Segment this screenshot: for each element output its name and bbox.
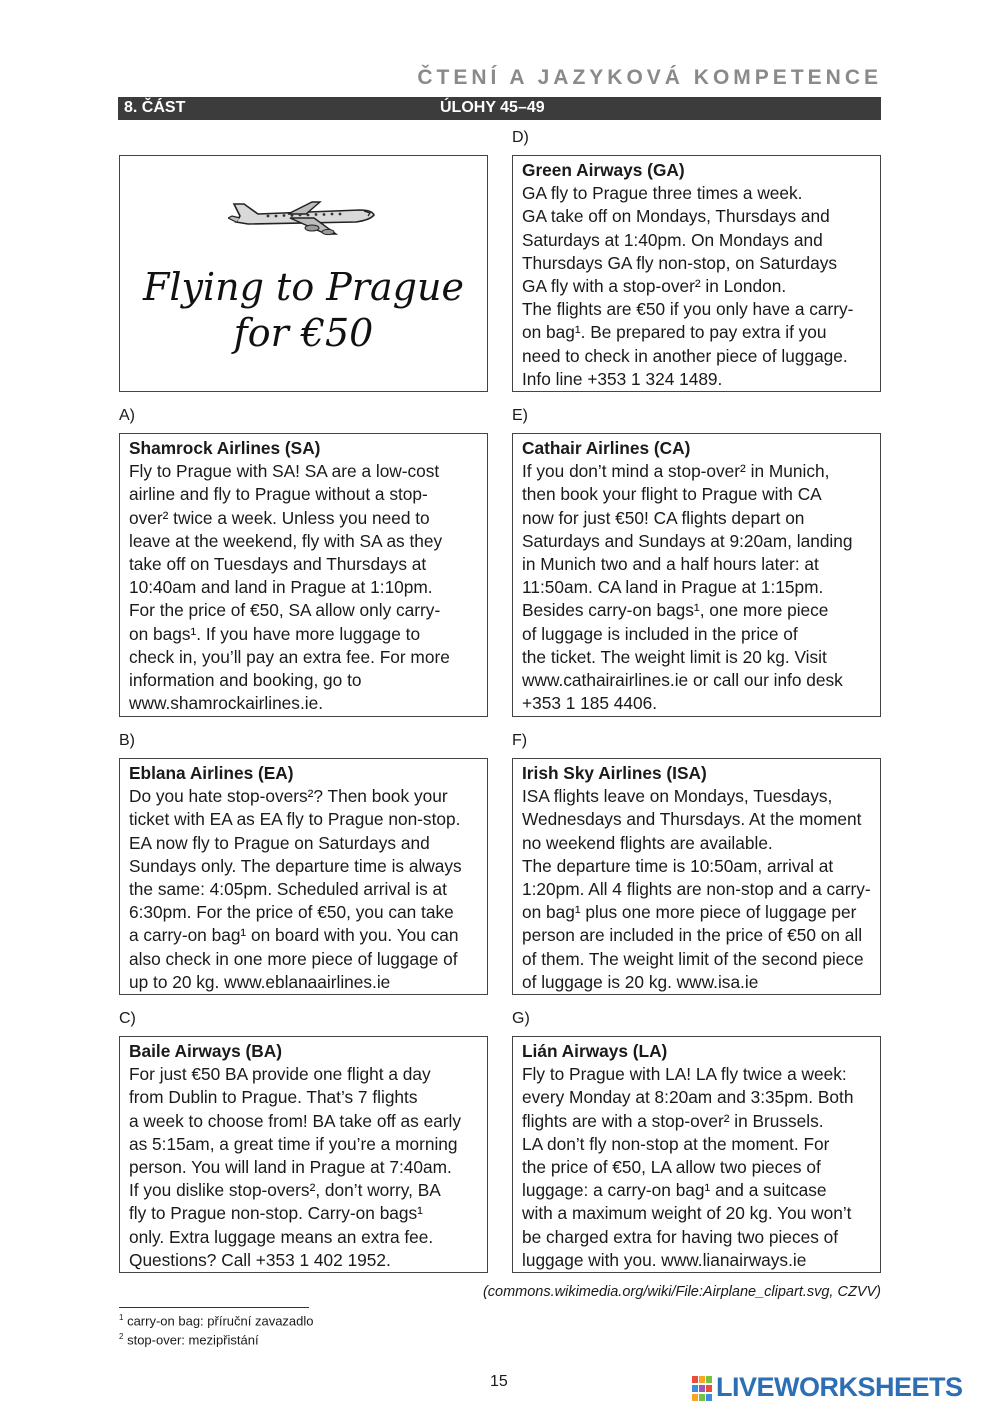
hero-box: [119, 155, 488, 392]
ad-box-d: [512, 155, 881, 392]
ad-text: ISA flights leave on Mondays, Tuesdays, Wednesdays and Thursdays. At the moment no weekend flights are available. The departure time is 10:50am, arrival at 1:20pm. All 4 flights are non-stop and a carry- on bag¹ plus one more piece of luggage per person are included in the price of €50 on all of them. The weight limit of the second piece of luggage is 20 kg. www.isa.ie: [522, 786, 871, 992]
ad-box-a: [119, 433, 488, 717]
page-number: 15: [490, 1373, 508, 1390]
tasks-label: ÚLOHY 45–49: [440, 99, 545, 116]
ad-title: Lián Airways (LA): [522, 1041, 668, 1061]
ad-text: Fly to Prague with LA! LA fly twice a week: every Monday at 8:20am and 3:35pm. Both flights are with a stop-over² in Brussels. LA don’t fly non-stop at the moment. For the price of €50, LA allow two pieces of luggage: a carry-on bag¹ and a suitcase with a maximum weight of 20 kg. You won’t be charged extra for having two pieces of luggage with you. www.lianairways.ie: [522, 1064, 854, 1270]
brand-text: LIVEWORKSHEETS: [716, 1372, 963, 1402]
section-title: ČTENÍ A JAZYKOVÁ KOMPETENCE: [417, 66, 882, 89]
image-credit: [483, 1284, 881, 1300]
hero-line-2: for €50: [233, 311, 374, 355]
footnote-text: carry-on bag: příruční zavazadlo: [127, 1313, 314, 1329]
part-label: 8. ČÁST: [124, 99, 186, 116]
letter-f: F): [512, 732, 528, 749]
ad-text: Fly to Prague with SA! SA are a low-cost airline and fly to Prague without a stop- over² twice a week. Unless you need to leave at the weekend, fly with SA as they take off on Tuesdays and Thursdays at 10:40am and land in Prague at 1:10pm. For the price of €50, SA allow only carry- on bags¹. If you have more luggage to check in, you’ll pay an extra fee. For more information and booking, go to www.shamrockairlines.ie.: [129, 461, 450, 714]
ad-box-f: [512, 758, 881, 995]
footnote-1: [119, 1313, 314, 1328]
letter-b: B): [119, 732, 135, 749]
airplane-icon: [228, 196, 378, 246]
ad-title: Baile Airways (BA): [129, 1041, 283, 1061]
ad-text: If you don’t mind a stop-over² in Munich, then book your flight to Prague with CA now for just €50! CA flights depart on Saturdays and Sundays at 9:20am, landing in Munich two and a half hours later: at 11:50am. CA land in Prague at 1:15pm. Besides carry-on bags¹, one more piece of luggage is included in the price of the ticket. The weight limit is 20 kg. Visit www.cathairairlines.ie or call our info desk +353 1 185 4406.: [522, 461, 853, 714]
ad-text: Do you hate stop-overs²? Then book your ticket with EA as EA fly to Prague non-stop. EA now fly to Prague on Saturdays and Sundays only. The departure time is always the same: 4:05pm. Scheduled arrival is at 6:30pm. For the price of €50, you can take a carry-on bag¹ on board with you. You can also check in one more piece of luggage of up to 20 kg. www.eblanaairlines.ie: [129, 786, 462, 992]
ad-title: Cathair Airlines (CA): [522, 438, 691, 458]
ad-box-g: [512, 1036, 881, 1273]
brand-icon: [692, 1376, 714, 1402]
ad-title: Eblana Airlines (EA): [129, 763, 294, 783]
letter-e: E): [512, 407, 528, 424]
letter-c: C): [119, 1010, 136, 1027]
hero-title: [120, 264, 487, 356]
footnote-mark: 1: [119, 1313, 124, 1322]
ad-box-c: [119, 1036, 488, 1273]
ad-title: Irish Sky Airlines (ISA): [522, 763, 707, 783]
ad-title: Green Airways (GA): [522, 160, 685, 180]
ad-title: Shamrock Airlines (SA): [129, 438, 321, 458]
ad-text: For just €50 BA provide one flight a day from Dublin to Prague. That’s 7 flights a week to choose from! BA take off as early as 5:15am, a great time if you’re a morning person. You will land in Prague at 7:40am. If you dislike stop-overs², don’t worry, BA fly to Prague non-stop. Carry-on bags¹ only. Extra luggage means an extra fee. Questions? Call +353 1 402 1952.: [129, 1064, 462, 1270]
ad-text: GA fly to Prague three times a week. GA take off on Mondays, Thursdays and Saturdays at 1:40pm. On Mondays and Thursdays GA fly non-stop, on Saturdays GA fly with a stop-over² in London. The flights are €50 if you only have a carry- on bag¹. Be prepared to pay extra if you need to check in another piece of luggage. Info line +353 1 324 1489.: [522, 183, 854, 389]
letter-d: D): [512, 129, 529, 146]
header-bar: [118, 97, 881, 120]
credit-text: (commons.wikimedia.org/wiki/File:Airplane_clipart.svg, CZVV): [482, 1284, 881, 1300]
letter-g: G): [512, 1010, 530, 1027]
footnote-mark: 2: [119, 1332, 124, 1341]
ad-box-b: [119, 758, 488, 995]
footnote-divider: [119, 1307, 309, 1308]
ad-box-e: [512, 433, 881, 717]
letter-a: A): [119, 407, 135, 424]
hero-line-1: Flying to Prague: [143, 265, 464, 309]
footnote-2: [119, 1332, 259, 1347]
footnote-text: stop-over: mezipřistání: [127, 1332, 259, 1348]
